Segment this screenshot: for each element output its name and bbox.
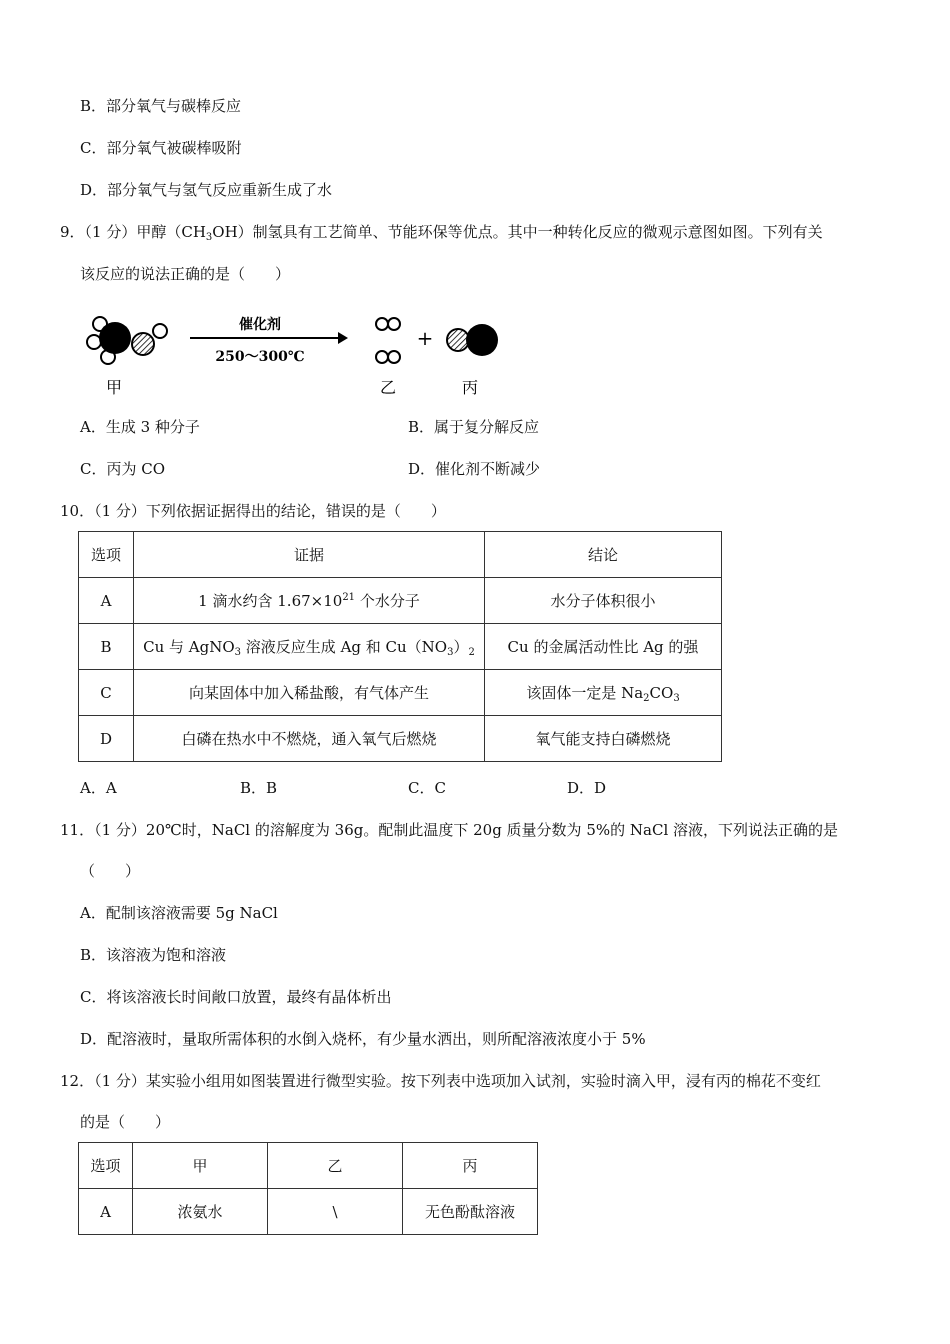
row-a-option: A xyxy=(79,578,134,624)
q11-stem: 11．（1 分）20℃时，NaCl 的溶解度为 36g。配制此温度下 20g 质量分数为 5%的 NaCl 溶液，下列说法正确的是 xyxy=(60,821,839,839)
header-bing: 丙 xyxy=(403,1143,538,1189)
header-conclusion: 结论 xyxy=(485,532,722,578)
header-yi: 乙 xyxy=(268,1143,403,1189)
q11-option-d: D．配溶液时，量取所需体积的水倒入烧杯，有少量水洒出，则所配溶液浓度小于 5% xyxy=(80,1030,646,1048)
row-a-option: A xyxy=(79,1189,133,1235)
q11-option-c: C．将该溶液长时间敞口放置，最终有晶体析出 xyxy=(80,988,392,1006)
reaction-arrow-icon xyxy=(190,332,348,344)
q10-choice-b: B．B xyxy=(240,779,278,797)
q10-choice-a: A．A xyxy=(80,779,117,797)
row-b-evidence: Cu 与 AgNO$_3$ 溶液反应生成 Ag 和 $Cu(NO_3)_2$ xyxy=(134,624,485,670)
label-bing: 丙 xyxy=(461,378,479,397)
row-d-conclusion: 氧气能支持白磷燃烧 xyxy=(485,716,722,762)
q9-option-c: C．丙为 CO xyxy=(80,460,166,478)
header-option: 选项 xyxy=(79,532,134,578)
row-d-option: D xyxy=(79,716,134,762)
plus-sign: + xyxy=(416,326,434,350)
label-yi: 乙 xyxy=(379,378,397,397)
reaction-diagram xyxy=(80,305,520,400)
table-header-row xyxy=(79,532,722,578)
q9-option-d: D．催化剂不断减少 xyxy=(408,460,541,478)
q10-choice-d: D．D xyxy=(567,779,607,797)
row-c-option: C xyxy=(79,670,134,716)
header-jia: 甲 xyxy=(133,1143,268,1189)
row-b-conclusion: Cu 的金属活动性比 Ag 的强 xyxy=(485,624,722,670)
row-a-bing: 无色酚酞溶液 xyxy=(403,1189,538,1235)
q10-evidence-table xyxy=(78,531,722,762)
q9-stem-line2: 该反应的说法正确的是（ ） xyxy=(80,265,291,283)
q10-choice-c: C．C xyxy=(408,779,446,797)
q9-option-b: B．属于复分解反应 xyxy=(408,418,540,436)
q10-stem: 10．（1 分）下列依据证据得出的结论，错误的是（ ） xyxy=(60,502,446,520)
row-c-evidence: 向某固体中加入稀盐酸，有气体产生 xyxy=(134,670,485,716)
q11-stem-line2: （ ） xyxy=(80,862,141,880)
table-header-row xyxy=(79,1143,538,1189)
q8-option-b: B．部分氧气与碳棒反应 xyxy=(80,97,242,115)
label-jia: 甲 xyxy=(105,378,123,397)
q11-option-a: A．配制该溶液需要 5g NaCl xyxy=(80,904,278,922)
table-row xyxy=(79,1189,538,1235)
co-molecule-icon xyxy=(447,324,498,356)
q12-stem-line2: 的是（ ） xyxy=(80,1113,171,1131)
table-row xyxy=(79,670,722,716)
header-option: 选项 xyxy=(79,1143,133,1189)
row-c-conclusion: 该固体一定是 $Na_2CO_3$ xyxy=(485,670,722,716)
table-row xyxy=(79,624,722,670)
q12-stem: 12．（1 分）某实验小组用如图装置进行微型实验。按下列表中选项加入试剂，实验时滴入甲，浸有丙的棉花不变红 xyxy=(60,1072,821,1090)
row-d-evidence: 白磷在热水中不燃烧，通入氧气后燃烧 xyxy=(134,716,485,762)
table-row xyxy=(79,716,722,762)
q9-stem: 9．（1 分）甲醇$(CH_3OH)$制氢具有工艺简单、节能环保等优点。其中一种转化反应的微观示意图如图。下列有关 xyxy=(60,223,823,243)
q8-option-c: C．部分氧气被碳棒吸附 xyxy=(80,139,242,157)
row-a-evidence: 1 滴水约含 $1.67\times 10^{21}$ 个水分子 xyxy=(134,578,485,624)
row-a-jia: 浓氨水 xyxy=(133,1189,268,1235)
q12-reagent-table xyxy=(78,1142,538,1235)
temperature-label: 250～300℃ xyxy=(215,349,305,365)
hydrogen-molecules-icon xyxy=(376,318,400,363)
q8-option-d: D．部分氧气与氢气反应重新生成了水 xyxy=(80,181,333,199)
q9-option-a: A．生成 3 种分子 xyxy=(80,418,200,436)
row-a-yi: \ xyxy=(268,1189,403,1235)
header-evidence: 证据 xyxy=(134,532,485,578)
methanol-molecule-icon xyxy=(87,317,167,364)
catalyst-label: 催化剂 xyxy=(239,317,281,333)
row-a-conclusion: 水分子体积很小 xyxy=(485,578,722,624)
row-b-option: B xyxy=(79,624,134,670)
table-row xyxy=(79,578,722,624)
q11-option-b: B．该溶液为饱和溶液 xyxy=(80,946,227,964)
